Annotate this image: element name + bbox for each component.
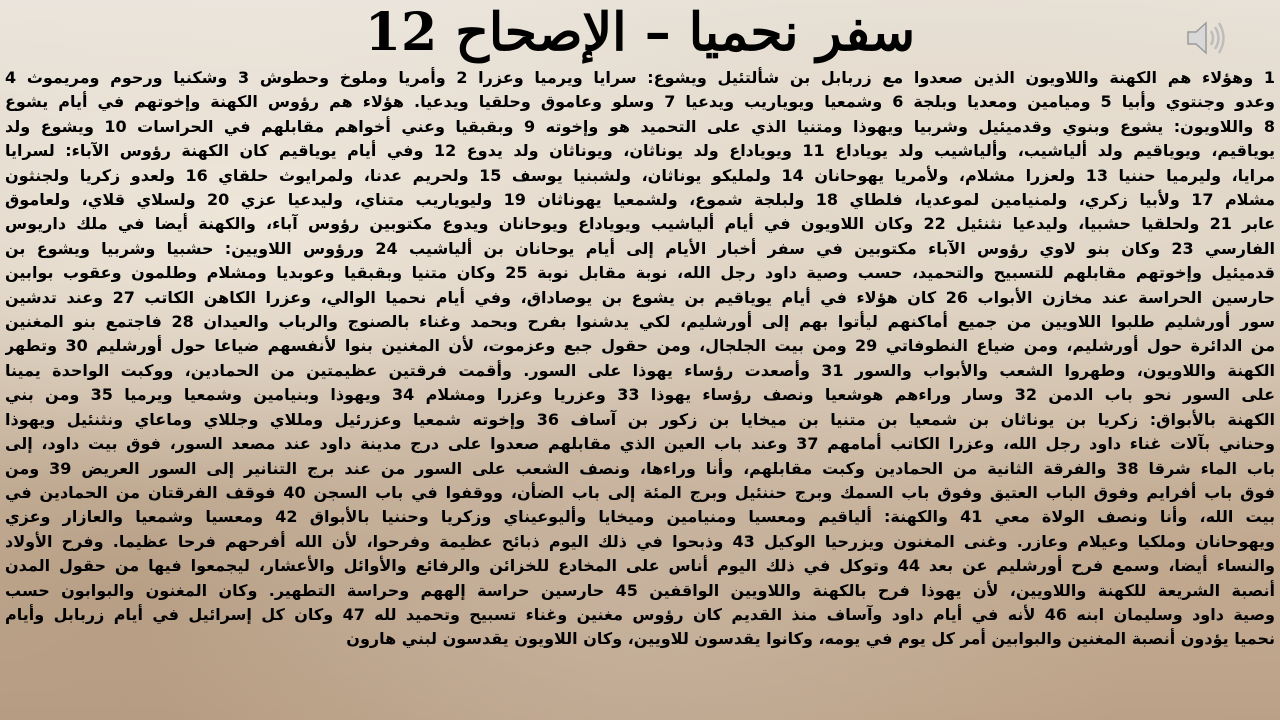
text-line: باب الماء شرقا 38 والفرقة الثانية من الحمادين وكبت مقابلهم، وأنا وراءها، ونصف الشعب على السور من عند برج التنانير إلى السور العريض 39 ومن [5,458,1275,478]
speaker-icon[interactable] [1184,18,1228,58]
text-line: مشلام 17 ولأبيا زكري، ولمنيامين لموعديا، فلطاي 18 ولبلجة شموع، ولشمعيا يهوناثان 19 وليوياريب متناي، وليدعيا عزي 20 ولسلاي قلاي، ولعاموق [5,190,1275,210]
text-line: وحناني بآلات غناء داود رجل الله، وعزرا الكاتب أمامهم 37 وعند باب العين الذي مقابلهم صعدوا على درج مدينة داود عند مصعد السور، فوق بيت داود، إلى [5,434,1275,454]
text-line: بيت الله، وأنا ونصف الولاة معي 41 والكهنة: ألياقيم ومعسيا ومنيامين وميخايا وأليوعيناي وزكريا وحننيا بالأبواق 42 ومعسيا وشمعيا والعازار وعزي [5,507,1275,527]
text-line: حارسين الحراسة عند مخازن الأبواب 26 كان هؤلاء في أيام يوياقيم بن يشوع بن يوصاداق، وفي أيام نحميا الوالي، وعزرا الكاهن الكاتب 27 وعند تدشين [5,287,1275,307]
text-line: نحميا يؤدون أنصبة المغنين والبوابين أمر كل يوم في يومه، وكانوا يقدسون للاويين، وكان اللاويون يقدسون لبني هارون [346,629,1275,649]
text-line: الكهنة واللاويون، وطهروا الشعب والأبواب والسور 31 وأصعدت رؤساء يهوذا على السور. وأقمت فرقتين عظيمتين من الحمادين، ووكبت الواحدة يمينا [5,360,1275,380]
text-line: عابر 21 ولحلقيا حشبيا، وليدعيا نثنئيل 22 وكان اللاويون في أيام ألياشيب ويوياداع ويوحانان ويدوع مكتوبين رؤوس آباء، والكهنة أيضا في ملك داريوس [5,214,1275,234]
text-line: 1 وهؤلاء هم الكهنة واللاويون الذين صعدوا مع زربابل بن شألتئيل ويشوع: سرايا ويرميا وعزرا 2 وأمريا وملوخ وحطوش 3 وشكنيا ورحوم ومريموث 4 [5,68,1275,87]
text-line: على السور نحو باب الدمن 32 وسار وراءهم هوشعيا ونصف رؤساء يهوذا 33 وعزريا وعزرا ومشلام 34 ويهوذا وبنيامين وشمعيا ويرميا 35 ومن بني [5,385,1275,405]
text-line: قدميئيل وإخوتهم مقابلهم للتسبيح والتحميد، حسب وصية داود رجل الله، نوبة مقابل نوبة 25 وكان متنيا وبقبقيا وعوبديا ومشلام وطلمون وعقوب بوابين [5,263,1275,283]
text-line: سور أورشليم طلبوا اللاويين من جميع أماكنهم ليأتوا بهم إلى أورشليم، لكي يدشنوا بفرح وبحمد وغناء بالصنوج والرباب والعيدان 28 فاجتمع بنو المغنين [5,312,1275,332]
text-line: ويهوحانان وملكيا وعيلام وعازر. وغنى المغنون ويزرحيا الوكيل 43 وذبحوا في ذلك اليوم ذبائح عظيمة وفرحوا، لأن الله أفرحهم فرحا عظيما. وفرح الأولاد [5,531,1275,551]
text-line: وعدو وجنتوي وأبيا 5 وميامين ومعديا وبلجة 6 وشمعيا ويوياريب ويدعيا 7 وسلو وعاموق وحلقيا ويدعيا. هؤلاء هم رؤوس الكهنة وإخوتهم في أيام يشوع [5,92,1275,112]
text-line: الكهنة بالأبواق: زكريا بن يوناثان بن شمعيا بن متنيا بن ميخايا بن زكور بن آساف 36 وإخوته شمعيا وعزرئيل ومللاي وجللاي وماعاي ونثنئيل ويهوذا [5,409,1275,429]
chapter-text [5,66,1275,652]
chapter-title: سفر نحميا – الإصحاح 12 [364,2,916,63]
text-line: من الدائرة حول أورشليم، ومن ضياع النطوفاتي 29 ومن بيت الجلجال، ومن حقول جبع وعزموت، لأن المغنين بنوا لأنفسهم ضياعا حول أورشليم 30 وتطهر [5,336,1275,356]
text-line: وصية داود وسليمان ابنه 46 لأنه في أيام داود وآساف منذ القديم كان رؤوس مغنين وغناء تسبيح وتحميد لله 47 وكان كل إسرائيل في أيام زربابل وأيام [5,604,1275,624]
text-line: الفارسي 23 وكان بنو لاوي رؤوس الآباء مكتوبين في سفر أخبار الأيام إلى أيام يوحانان بن ألياشيب 24 ورؤوس اللاويين: حشبيا وشربيا ويشوع بن [5,238,1275,258]
text-line: فوق باب أفرايم وفوق الباب العتيق وفوق باب السمك وبرج حننئيل وبرج المئة إلى باب الضأن، ووقفوا في باب السجن 40 فوقف الفرقتان من الحمادين في [5,482,1275,502]
text-line: والنساء أيضا، وسمع فرح أورشليم عن بعد 44 وتوكل في ذلك اليوم أناس على المخادع للخزائن والرفائع والأوائل والأعشار، ليجمعوا فيها من حقول المدن [5,556,1275,576]
text-line: يوياقيم، ويوياقيم ولد ألياشيب، وألياشيب ولد يوياداع 11 ويوياداع ولد يوناثان، ويوناثان ولد يدوع 12 وفي أيام يوياقيم كان الكهنة رؤوس الآباء: لسرايا [5,141,1275,161]
text-line: مرايا، وليرميا حننيا 13 ولعزرا مشلام، ولأمريا يهوحانان 14 ولمليكو يوناثان، ولشبنيا يوسف 15 ولحريم عدنا، ولمرايوث حلقاي 16 ولعدو زكريا ولجنثون [5,165,1275,185]
text-line: 8 واللاويون: يشوع وبنوي وقدميئيل وشربيا ويهوذا ومتنيا الذي على التحميد هو وإخوته 9 وبقبقيا وعني أخواهم مقابلهم في الحراسات 10 ويشوع ولد [5,116,1275,136]
text-line: أنصبة الشريعة للكهنة واللاويين، لأن يهوذا فرح بالكهنة واللاويين الواقفين 45 حارسين حراسة إلههم وحراسة التطهير. وكان المغنون والبوابون حسب [5,580,1275,600]
